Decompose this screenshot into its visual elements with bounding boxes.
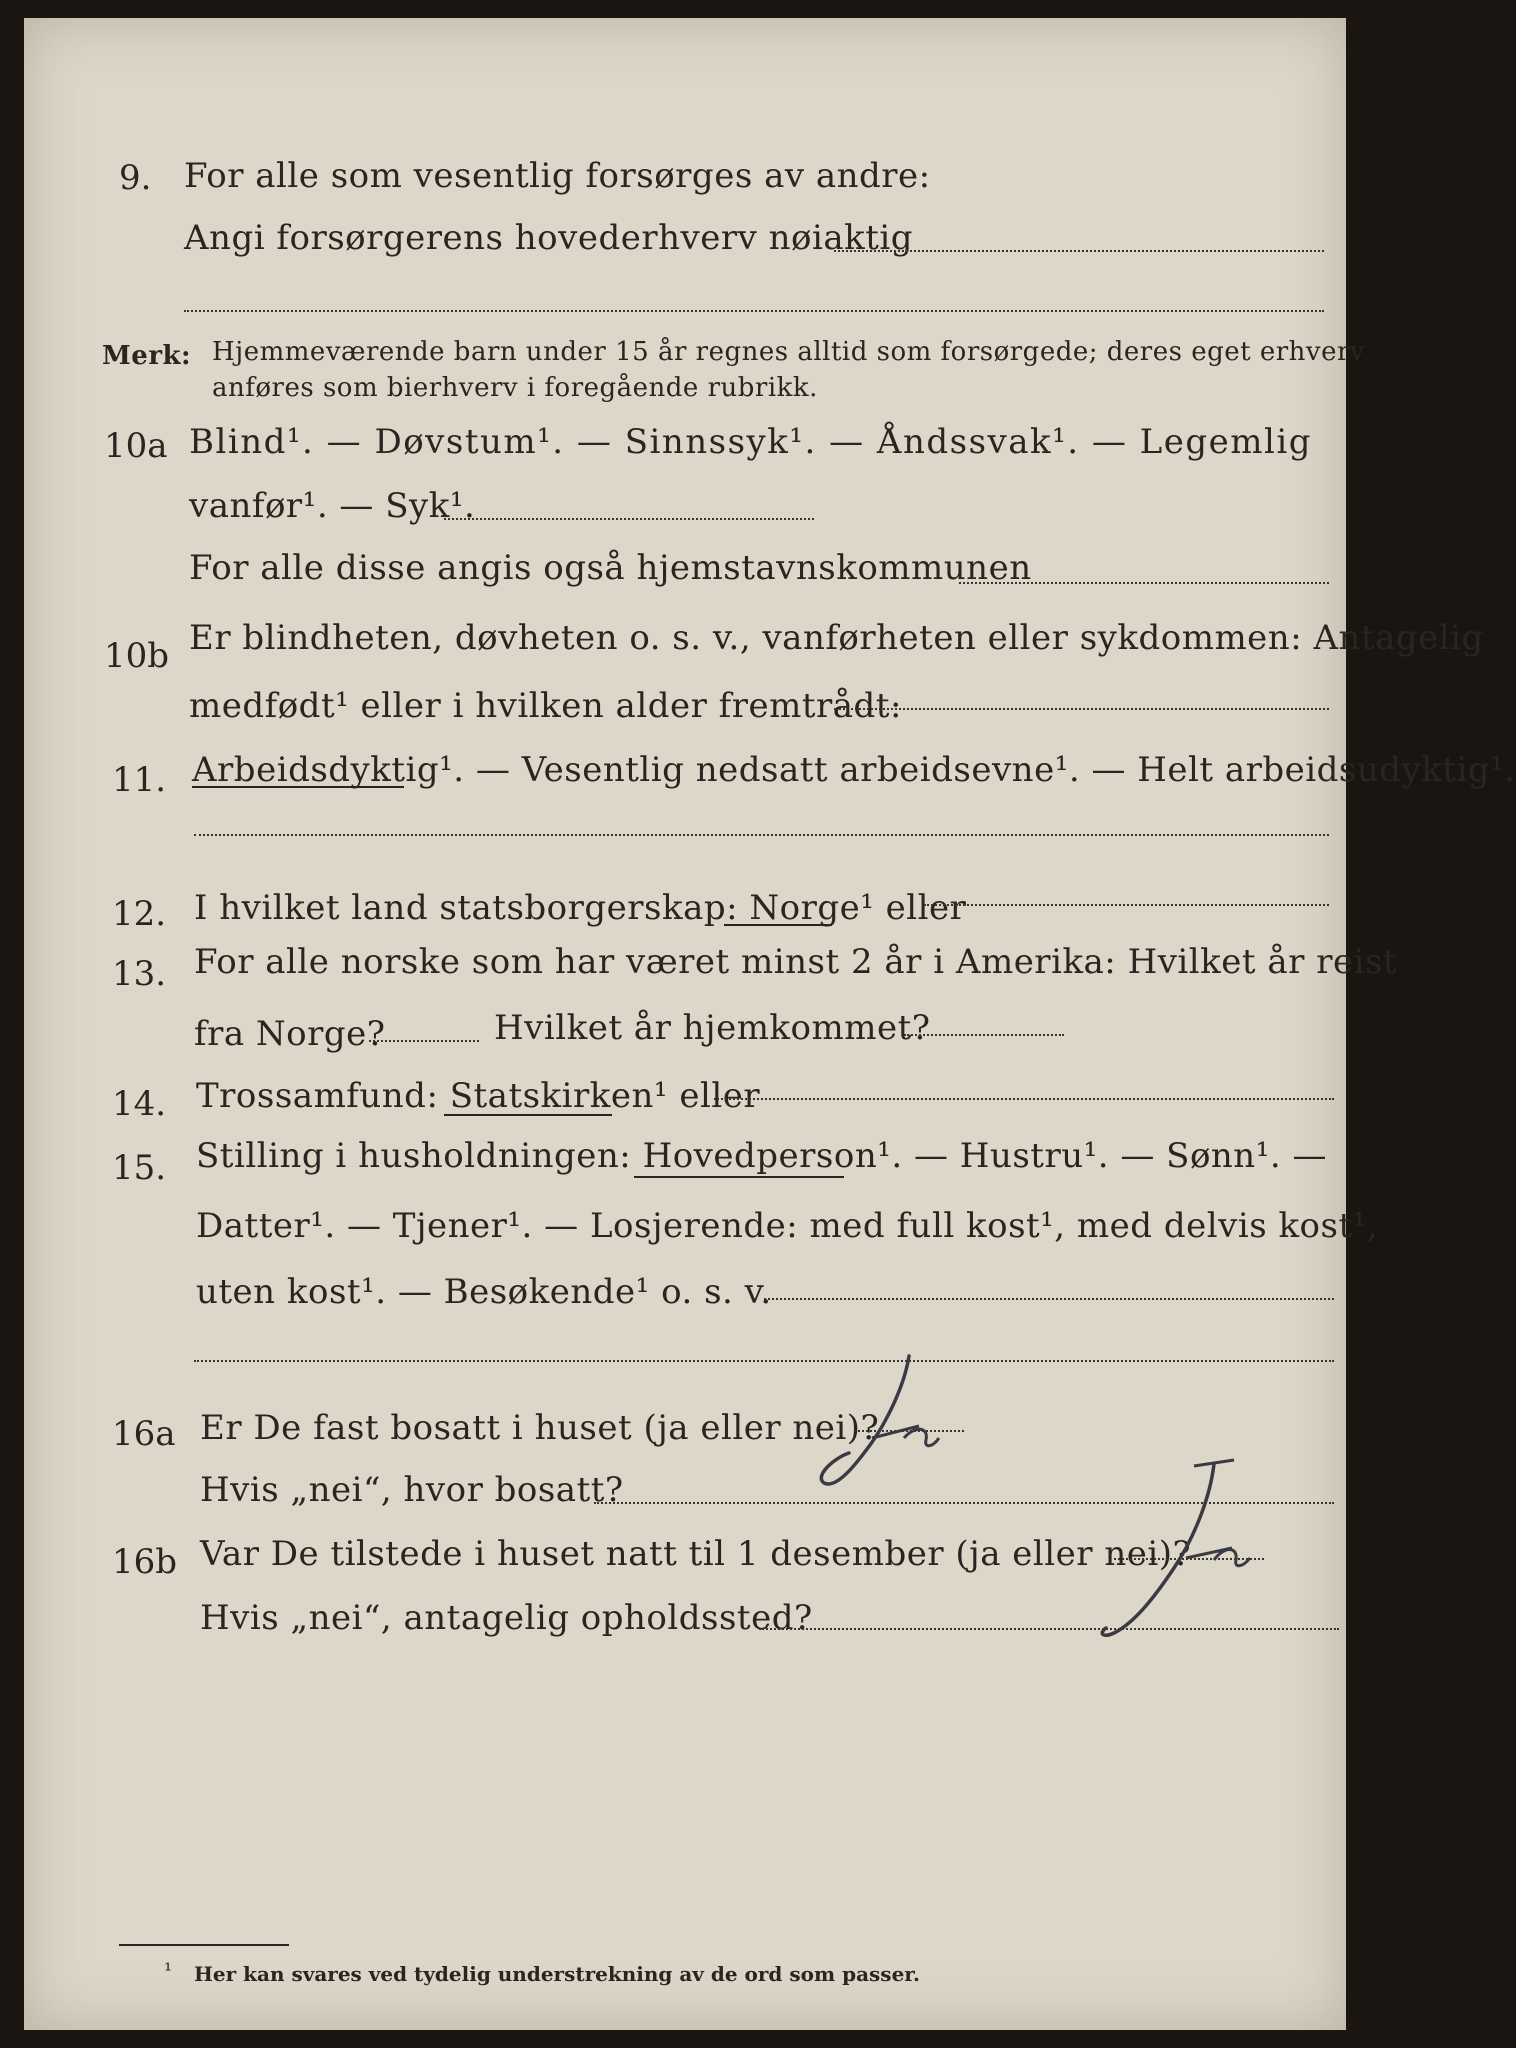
question-13-hjemkommet-line[interactable] bbox=[904, 1034, 1064, 1036]
question-11-number: 11. bbox=[112, 760, 167, 800]
question-16b-line-2: Hvis „nei“, antagelig opholdssted? bbox=[200, 1598, 813, 1638]
question-10a-line-3: For alle disse angis også hjemstavnskommunen bbox=[189, 548, 1032, 588]
question-10b-line-1: Er blindheten, døvheten o. s. v., vanførheten eller sykdommen: Antagelig bbox=[189, 618, 1484, 658]
underline-statskirken bbox=[444, 1114, 612, 1116]
question-10a-line-1: Blind¹. — Døvstum¹. — Sinnssyk¹. — Åndssvak¹. — Legemlig bbox=[189, 422, 1312, 462]
question-16a-line-2: Hvis „nei“, hvor bosatt? bbox=[200, 1470, 624, 1510]
merk-line-1: Hjemmeværende barn under 15 år regnes alltid som forsørgede; deres eget erhverv bbox=[212, 337, 1366, 367]
question-11-line-1: Arbeidsdyktig¹. — Vesentlig nedsatt arbeidsevne¹. — Helt arbeidsudyktig¹. bbox=[192, 750, 1516, 790]
census-form-page bbox=[24, 18, 1516, 2030]
question-11-answer-line[interactable] bbox=[194, 834, 1329, 836]
footnote-mark: ¹ bbox=[164, 1958, 173, 1982]
question-10a-hjemstavn-line[interactable] bbox=[959, 582, 1329, 584]
handwritten-ja-16b bbox=[1054, 1458, 1254, 1648]
question-9-line-2: Angi forsørgerens hovederhverv nøiaktig bbox=[184, 218, 914, 258]
footnote-text: Her kan svares ved tydelig understrekning av de ord som passer. bbox=[194, 1962, 920, 1986]
question-15-line-2: Datter¹. — Tjener¹. — Losjerende: med full kost¹, med delvis kost¹, bbox=[196, 1206, 1379, 1246]
question-13-number: 13. bbox=[112, 954, 167, 994]
question-12-number: 12. bbox=[112, 894, 167, 934]
question-9-line-1: For alle som vesentlig forsørges av andre: bbox=[184, 156, 931, 196]
question-10b-number: 10b bbox=[104, 636, 170, 676]
question-9-number: 9. bbox=[119, 158, 152, 198]
underline-norge bbox=[724, 924, 832, 926]
merk-label: Merk: bbox=[102, 341, 192, 371]
question-13-line-2b: Hvilket år hjemkommet? bbox=[494, 1008, 931, 1048]
question-12-line-1: I hvilket land statsborgerskap: Norge¹ eller bbox=[194, 888, 967, 928]
underline-arbeidsdyktig bbox=[192, 786, 404, 788]
question-15-line-1: Stilling i husholdningen: Hovedperson¹. — Hustru¹. — Sønn¹. — bbox=[196, 1136, 1327, 1176]
question-14-number: 14. bbox=[112, 1084, 167, 1124]
question-15-line-3: uten kost¹. — Besøkende¹ o. s. v. bbox=[196, 1272, 772, 1312]
underline-hovedperson bbox=[634, 1176, 844, 1178]
question-9-answer-line[interactable] bbox=[834, 250, 1324, 252]
handwritten-ja-16a bbox=[754, 1348, 954, 1508]
question-13-line-2a: fra Norge? bbox=[194, 1014, 386, 1054]
question-15-answer-line[interactable] bbox=[764, 1298, 1334, 1300]
question-10a-answer-line[interactable] bbox=[444, 518, 814, 520]
question-12-answer-line[interactable] bbox=[924, 904, 1329, 906]
question-14-line-1: Trossamfund: Statskirken¹ eller bbox=[196, 1076, 761, 1116]
question-10b-answer-line[interactable] bbox=[834, 708, 1329, 710]
question-10a-line-2: vanfør¹. — Syk¹. bbox=[189, 486, 476, 526]
question-14-answer-line[interactable] bbox=[714, 1098, 1334, 1100]
question-16a-line-1: Er De fast bosatt i huset (ja eller nei)? bbox=[200, 1408, 880, 1448]
question-15-number: 15. bbox=[112, 1148, 167, 1188]
question-16b-number: 16b bbox=[112, 1542, 178, 1582]
question-13-reist-line[interactable] bbox=[369, 1040, 479, 1042]
question-9-answer-line-2[interactable] bbox=[184, 310, 1324, 312]
footnote-rule bbox=[119, 1944, 289, 1946]
question-10a-number: 10a bbox=[104, 426, 168, 466]
question-10b-line-2: medfødt¹ eller i hvilken alder fremtrådt: bbox=[189, 686, 902, 726]
merk-line-2: anføres som bierhverv i foregående rubrikk. bbox=[212, 373, 818, 403]
question-16b-line-1: Var De tilstede i huset natt til 1 desember (ja eller nei)? bbox=[200, 1534, 1192, 1574]
question-13-line-1: For alle norske som har været minst 2 år i Amerika: Hvilket år reist bbox=[194, 942, 1398, 982]
question-16a-number: 16a bbox=[112, 1414, 176, 1454]
